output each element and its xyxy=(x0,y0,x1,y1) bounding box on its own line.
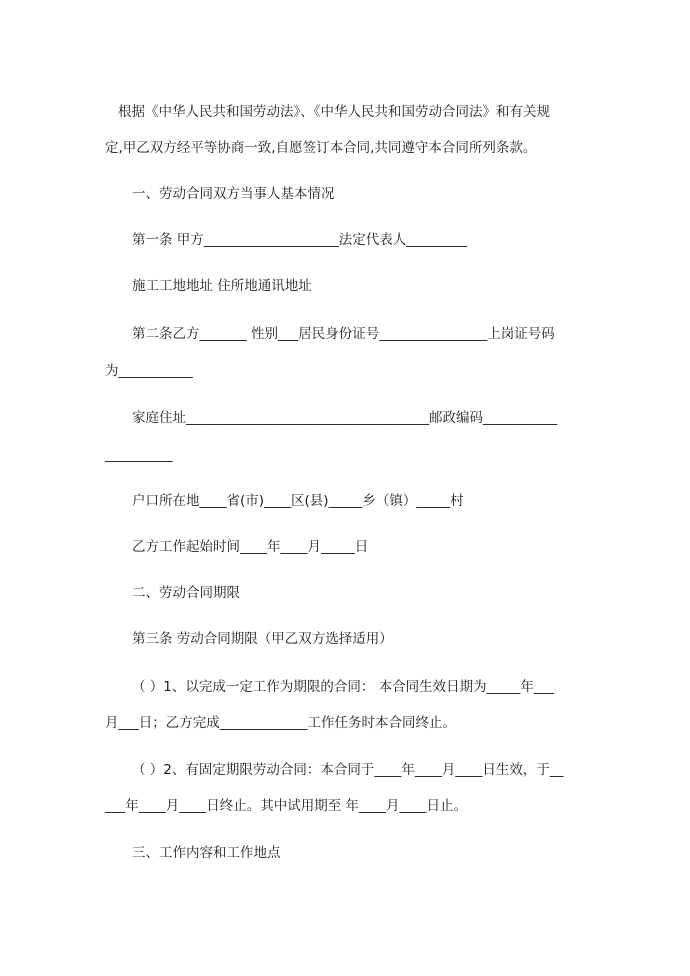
section-heading-2: 二、劳动合同期限 xyxy=(132,585,240,601)
option-1-line-1: （ ）1、以完成一定工作为期限的合同： 本合同生效日期为_____年___ xyxy=(132,679,555,695)
household-registration-line: 户口所在地____省(市)____区(县)_____乡（镇）_____村 xyxy=(132,493,464,509)
home-address-line-2: __________ xyxy=(105,447,173,463)
start-date-line: 乙方工作起始时间____年____月_____日 xyxy=(132,539,369,555)
section-heading-1: 一、劳动合同双方当事人基本情况 xyxy=(132,186,335,202)
section-heading-3: 三、工作内容和工作地点 xyxy=(132,845,281,861)
option-2-line-1: （ ）2、有固定期限劳动合同：本合同于____年____月____日生效，于__ xyxy=(132,762,564,778)
article-2-line-2: 为___________ xyxy=(105,363,193,379)
home-address-line-1: 家庭住址____________________________________邮政编码___________ xyxy=(132,410,558,426)
article-2-line-1: 第二条乙方_______ 性别___居民身份证号________________上岗证号码 xyxy=(132,326,555,342)
article-1-line: 第一条 甲方____________________法定代表人_________ xyxy=(132,232,468,248)
option-2-line-2: ___年____月____日终止。其中试用期至 年____月____日止。 xyxy=(105,798,468,814)
site-address-line: 施工工地地址 住所地通讯地址 xyxy=(132,278,312,294)
option-1-line-2: 月___日；乙方完成_____________工作任务时本合同终止。 xyxy=(105,715,456,731)
preamble-line-2: 定,甲乙双方经平等协商一致,自愿签订本合同,共同遵守本合同所列条款。 xyxy=(105,140,537,156)
article-3-line: 第三条 劳动合同期限（甲乙双方选择适用） xyxy=(132,631,393,647)
preamble-line-1: 根据《中华人民共和国劳动法》、《中华人民共和国劳动合同法》和有关规 xyxy=(118,104,550,120)
